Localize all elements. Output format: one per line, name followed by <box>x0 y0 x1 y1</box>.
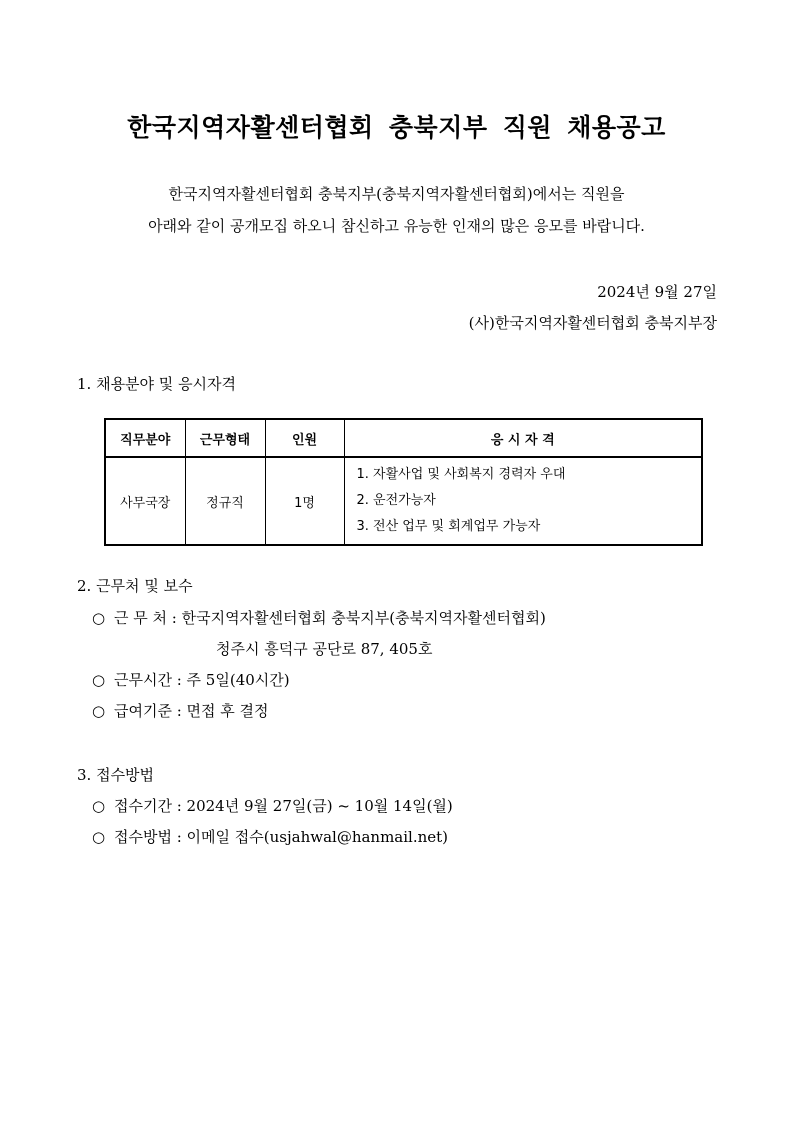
table-row <box>105 457 702 545</box>
section-2-heading: 2. 근무처 및 보수 <box>77 577 193 595</box>
qualification-item: 3. 전산 업무 및 회계업무 가능자 <box>356 519 541 534</box>
workplace-address: 청주시 흥덕구 공단로 87, 405호 <box>216 640 433 658</box>
circle-bullet-icon: ○ <box>92 828 106 846</box>
application-period-item <box>92 795 453 816</box>
application-period-text: 접수기간 : 2024년 9월 27일(금) ~ 10월 14일(월) <box>114 797 453 815</box>
announcing-organization: (사)한국지역자활센터협회 충북지부장 <box>468 314 717 332</box>
qualification-item: 2. 운전가능자 <box>356 493 436 508</box>
section-3-heading: 3. 접수방법 <box>77 766 155 784</box>
workplace-item <box>92 607 546 628</box>
cell-employment-type: 정규직 <box>185 457 265 545</box>
header-headcount: 인원 <box>265 419 344 457</box>
cell-headcount: 1명 <box>265 457 344 545</box>
circle-bullet-icon: ○ <box>92 671 106 689</box>
table-header-row <box>105 419 702 457</box>
qualification-item: 1. 자활사업 및 사회복지 경력자 우대 <box>356 467 566 482</box>
section-1-heading: 1. 채용분야 및 응시자격 <box>77 375 237 393</box>
application-method-item <box>92 826 448 847</box>
salary-item <box>92 700 269 721</box>
page-title: 한국지역자활센터협회 충북지부 직원 채용공고 <box>127 113 666 142</box>
application-method-text: 접수방법 : 이메일 접수(usjahwal@hanmail.net) <box>114 828 449 846</box>
cell-field: 사무국장 <box>105 457 185 545</box>
cell-qualifications <box>344 457 702 545</box>
intro-line-1: 한국지역자활센터협회 충북지부(충북지역자활센터협회)에서는 직원을 <box>168 185 625 203</box>
workplace-text: 근 무 처 : 한국지역자활센터협회 충북지부(충북지역자활센터협회) <box>114 609 546 627</box>
header-employment-type: 근무형태 <box>185 419 265 457</box>
header-field: 직무분야 <box>105 419 185 457</box>
circle-bullet-icon: ○ <box>92 797 106 815</box>
circle-bullet-icon: ○ <box>92 609 106 627</box>
circle-bullet-icon: ○ <box>92 702 106 720</box>
work-hours-item <box>92 669 290 690</box>
recruitment-table <box>104 418 703 546</box>
work-hours-text: 근무시간 : 주 5일(40시간) <box>114 671 290 689</box>
salary-text: 급여기준 : 면접 후 결정 <box>114 702 269 720</box>
announcement-date: 2024년 9월 27일 <box>597 283 717 301</box>
header-qualifications: 응 시 자 격 <box>344 419 702 457</box>
intro-line-2: 아래와 같이 공개모집 하오니 참신하고 유능한 인재의 많은 응모를 바랍니다. <box>148 217 645 235</box>
